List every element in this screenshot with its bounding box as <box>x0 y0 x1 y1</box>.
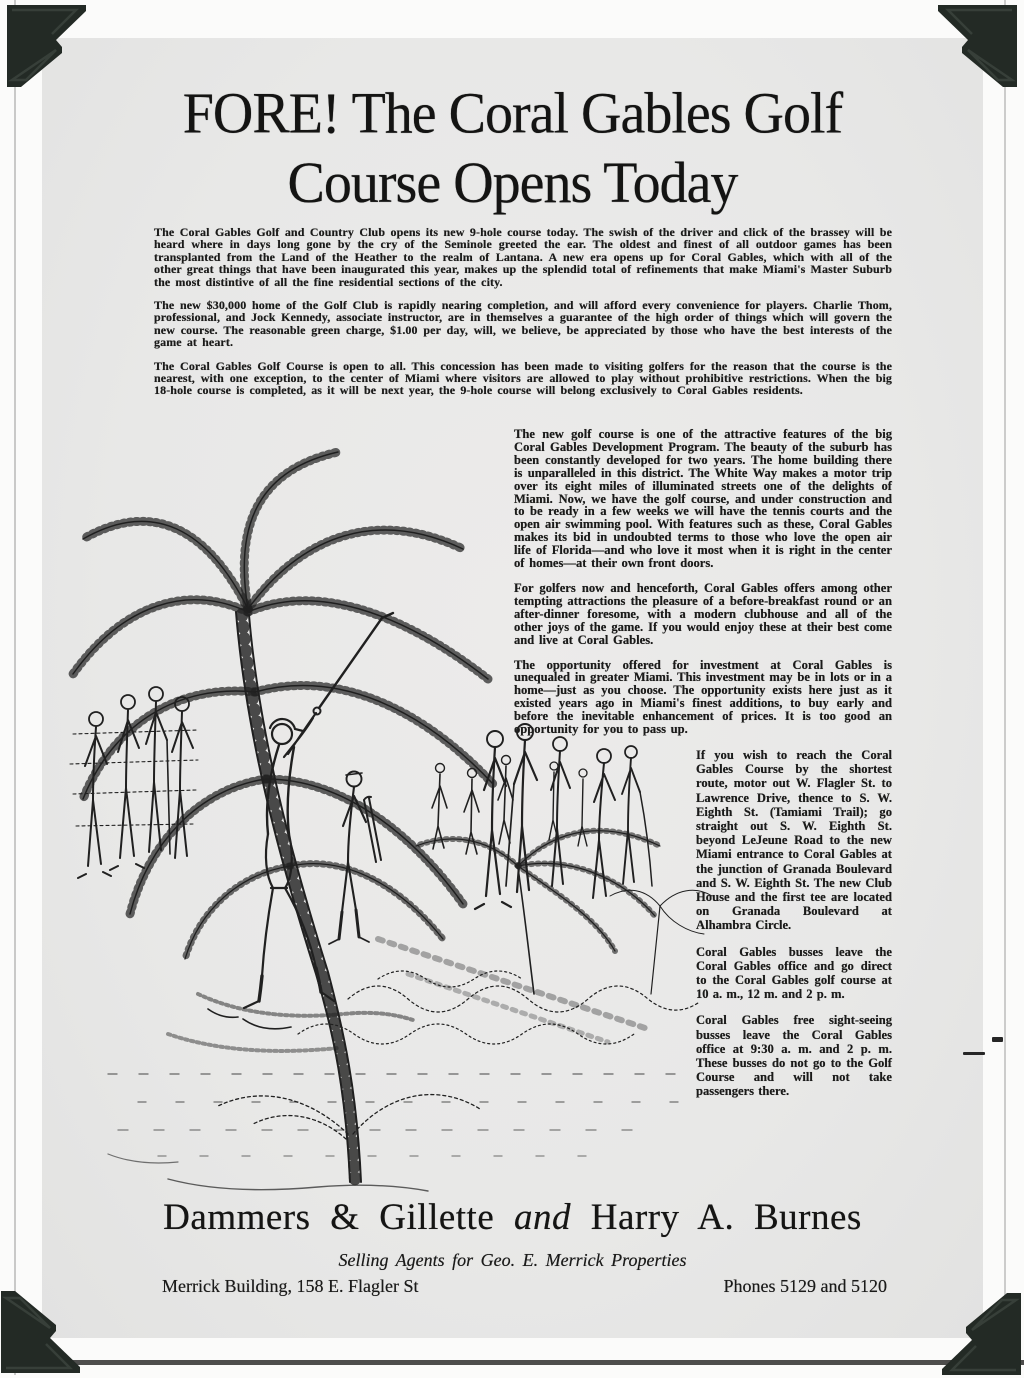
selling-agents-names <box>42 1196 983 1239</box>
photo-corner-bottom-left <box>0 1288 86 1376</box>
newspaper-ad-page <box>42 38 983 1338</box>
intro-paragraph: The new $30,000 home of the Golf Club is rapidly nearing completion, and will afford every convenience for players. Charlie Thom, professional, and Jock Kennedy, associate instructor, are in themselves a guarantee of the high order of things which will govern the new course. The reasonable green charge, $1.00 per day, will, we believe, be appreciated by those who have the best interests of the game at heart. <box>154 298 892 350</box>
sightseeing-bus-paragraph: Coral Gables free sight-seeing busses leave the Coral Gables office at 9:30 a. m. and 2 p. m. These busses do not go to the Golf Course and will not take passengers there. <box>696 1013 892 1099</box>
body-paragraph: The new golf course is one of the attractive features of the big Coral Gables Development Program. The beauty of the suburb has been constantly developed for two years. The home building there is unparalleled in this district. The White Way makes a motor trip over its eight miles of illuminated streets one of the delights of Miami. Now, we have the golf course, and under construction and to be ready in a few weeks we will have the tennis courts and the open air swimming pool. With features such as these, Coral Gables makes its bid in undoubted terms to those who love the open air life of Florida—and who love it most when it is right in the center of homes—at their own front doors. <box>514 427 892 571</box>
headline-line-2: Course Opens Today <box>287 150 738 216</box>
intro-section <box>154 226 892 408</box>
scan-edge-bottom <box>16 1360 1024 1365</box>
bus-schedule-paragraph: Coral Gables busses leave the Coral Gables office and go direct to the Coral Gables golf course at 10 a. m., 12 m. and 2 p. m. <box>696 944 892 1002</box>
scan-artifact-mark <box>963 1052 985 1055</box>
selling-agents-tagline: Selling Agents for Geo. E. Merrick Properties <box>338 1250 687 1270</box>
palm-tree-sketch <box>73 452 493 1182</box>
narrow-column <box>696 748 892 1099</box>
directions-paragraph: If you wish to reach the Coral Gables Course by the shortest route, motor out W. Flagler St. to Lawrence Drive, thence to S. W. Eighth St. (Tamiami Trail); go straight out S. W. Eighth St. beyond LeJeune Road to the new Miami entrance to Coral Gables at the junction of Granada Boulevard and S. W. Eighth St. The new Club House and the first tee are located on Granada Boulevard at Alhambra Circle. <box>696 747 892 933</box>
body-paragraph: For golfers now and henceforth, Coral Gables offers among other tempting attractions the pleasure of a before-breakfast round or an after-dinner foresome, with a modern clubhouse and all of the other joys of the game. If you would enjoy these at their best come and live at Coral Gables. <box>514 580 892 647</box>
right-columns <box>514 428 892 1111</box>
scan-edge-right <box>1004 0 1006 1375</box>
agents-conjunction: and <box>514 1197 572 1238</box>
office-address: Merrick Building, 158 E. Flagler St <box>162 1276 419 1296</box>
photo-corner-top-right <box>932 2 1020 90</box>
agents-name-2: Harry A. Burnes <box>590 1197 862 1238</box>
photo-corner-bottom-right <box>936 1290 1024 1378</box>
phone-numbers: Phones 5129 and 5120 <box>723 1276 887 1296</box>
scan-edge-left <box>14 0 16 1375</box>
intro-paragraph: The Coral Gables Golf and Country Club opens its new 9-hole course today. The swish of the driver and click of the brassey will be heard where in days long gone by the cry of the Seminole greeted the ear. The oldest and finest of all outdoor games has been transplanted from the Land of the Heather to the realm of Lantana. A new era opens up for Coral Gables, which with all of the other great things that have been inaugurated this year, makes up the splendid total of refinements that make Miami's Master Suburb the most distintive of all the fine residential sections of the city. <box>154 225 892 289</box>
agents-name-1: Dammers & Gillette <box>163 1197 495 1238</box>
footer-contact-row <box>42 1276 983 1297</box>
headline-line-1: FORE! The Coral Gables Golf <box>182 81 843 146</box>
body-paragraph: The opportunity offered for investment at Coral Gables is unequaled in greater Miami. This investment may be in lots or in a home—just as you choose. The opportunity exists here just as it existed years ago in Miami's finest additions, to buy early and before the inevitable enhancement of prices. It is too good an opportunity for you to pass up. <box>514 657 892 737</box>
scan-artifact-mark <box>992 1037 1003 1042</box>
headline <box>42 79 983 218</box>
intro-paragraph: The Coral Gables Golf Course is open to all. This concession has been made to visiting golfers for the reason that the course is the nearest, with one exception, to the center of Miami where visitors are allowed to play without prohibitive restrictions. When the big 18-hole course is completed, as it will be next year, the 9-hole course will belong exclusively to Coral Gables residents. <box>154 358 892 398</box>
wide-column <box>514 428 892 736</box>
photo-corner-top-left <box>4 2 92 90</box>
